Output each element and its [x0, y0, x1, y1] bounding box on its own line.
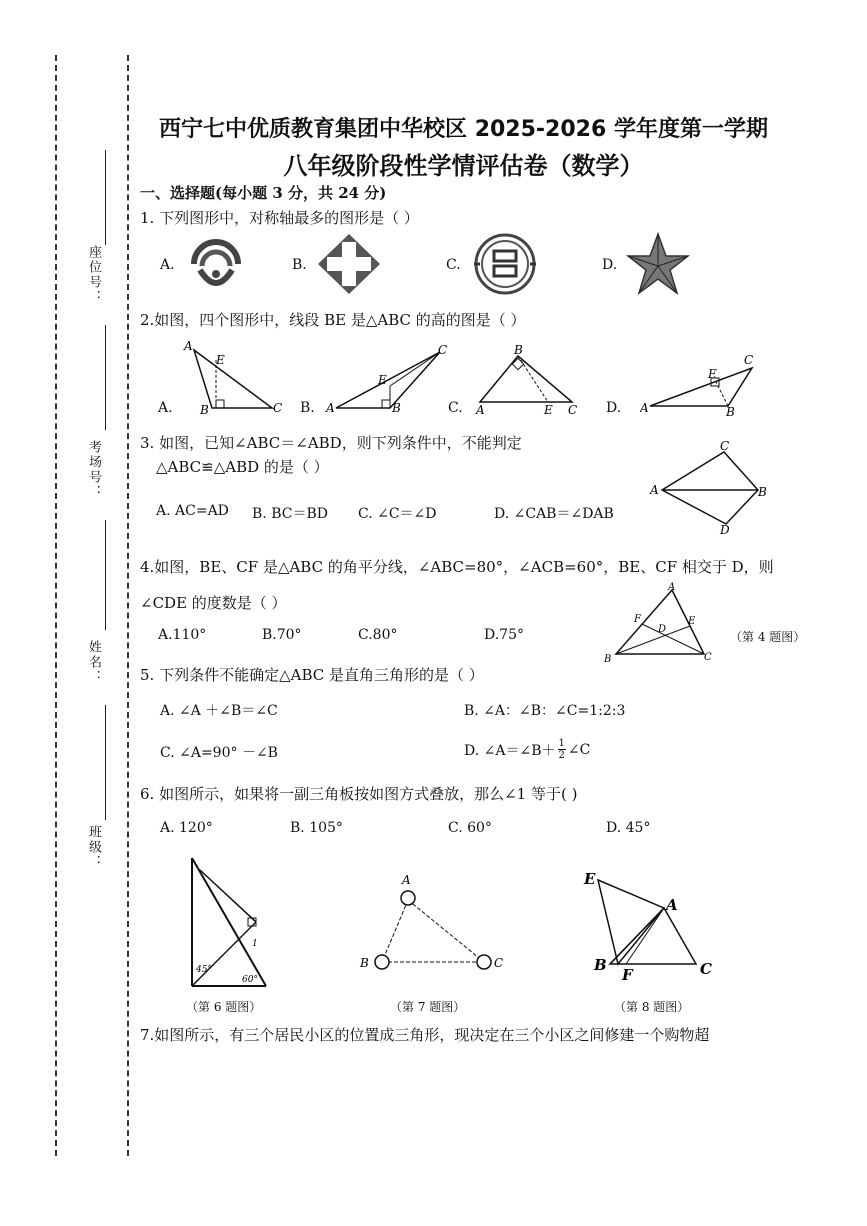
- fig7-caption: （第 7 题图）: [390, 1000, 466, 1014]
- q3-option-b[interactable]: B. BC＝BD: [252, 506, 328, 522]
- q1-figure-b-cross: [316, 232, 382, 296]
- exam-title-line1: 西宁七中优质教育集团中华校区 2025-2026 学年度第一学期: [159, 117, 768, 142]
- fig7-triangle: [356, 872, 512, 976]
- q2b-label-b: B: [392, 401, 401, 415]
- q5-option-d-fraction: [558, 738, 566, 761]
- fig8-label-c: C: [700, 960, 712, 978]
- fig6-caption: （第 6 题图）: [186, 1000, 262, 1014]
- fig8-figure: [580, 868, 720, 982]
- q5-option-a[interactable]: A. ∠A ＋∠B＝∠C: [160, 703, 278, 719]
- q2d-label-c: C: [744, 353, 754, 367]
- q2-figure-c: [472, 344, 588, 418]
- q2d-label-b: B: [726, 405, 735, 418]
- q5-option-b[interactable]: B. ∠A：∠B：∠C=1:2:3: [464, 703, 626, 719]
- q2a-label-e: E: [216, 353, 225, 367]
- q4-label-c: C: [704, 652, 712, 663]
- question-3-line1: 3. 如图，已知∠ABC＝∠ABD，则下列条件中，不能判定: [140, 434, 522, 452]
- q2c-label-c: C: [568, 403, 578, 417]
- fig8-label-f: F: [622, 966, 633, 982]
- q2-option-c[interactable]: C.: [448, 400, 463, 416]
- q4-label-e: E: [688, 616, 696, 627]
- class-blank[interactable]: [105, 705, 106, 820]
- fig8-caption: （第 8 题图）: [614, 1000, 690, 1014]
- q2b-label-c: C: [438, 343, 448, 357]
- q1-option-d[interactable]: D.: [602, 257, 618, 273]
- seat-label: 座位号：: [86, 245, 101, 305]
- question-5: 5. 下列条件不能确定△ABC 是直角三角形的是（ ）: [140, 666, 484, 684]
- q2-option-a[interactable]: A.: [158, 400, 173, 416]
- q5-option-c[interactable]: C. ∠A=90° －∠B: [160, 745, 278, 761]
- question-2: 2.如图，四个图形中，线段 BE 是△ABC 的高的图是（ ）: [140, 311, 526, 329]
- q5-fraction-den: 2: [558, 750, 565, 761]
- q3-label-c: C: [720, 440, 730, 453]
- fig8-label-a: A: [666, 896, 678, 914]
- q2a-label-a: A: [184, 339, 193, 353]
- q4-label-a: A: [668, 582, 676, 593]
- class-label: 班级：: [86, 825, 101, 870]
- q1-option-a[interactable]: A.: [160, 257, 175, 273]
- q1-figure-c-emblem: [472, 232, 538, 296]
- q4-option-d[interactable]: D.75°: [484, 627, 524, 643]
- q2d-label-a: A: [640, 401, 649, 415]
- question-6: 6. 如图所示，如果将一副三角板按如图方式叠放，那么∠1 等于( ): [140, 785, 578, 803]
- q2-figure-a: [176, 338, 286, 418]
- name-label: 姓名：: [86, 640, 101, 685]
- fig7-label-a: A: [402, 873, 411, 887]
- q4-figure: [600, 582, 720, 664]
- room-blank[interactable]: [105, 325, 106, 430]
- q2b-label-a: A: [326, 401, 335, 415]
- q3-option-c[interactable]: C. ∠C＝∠D: [358, 506, 437, 522]
- q6-option-c[interactable]: C. 60°: [448, 820, 492, 836]
- q5-option-d[interactable]: [464, 738, 590, 761]
- q4-label-f: F: [634, 614, 641, 625]
- q6-option-d[interactable]: D. 45°: [606, 820, 651, 836]
- q4-label-d: D: [658, 624, 667, 635]
- q2a-label-c: C: [273, 401, 283, 415]
- q2b-label-e: E: [378, 373, 387, 387]
- q4-option-a[interactable]: A.110°: [158, 627, 207, 643]
- q3-label-d: D: [720, 523, 730, 536]
- q5-option-d-suffix: ∠C: [567, 741, 591, 758]
- fig6-set-squares: [186, 852, 272, 992]
- question-1: 1. 下列图形中，对称轴最多的图形是（ ）: [140, 209, 419, 227]
- q2-figure-d: [640, 350, 764, 418]
- fig8-label-b: B: [594, 956, 607, 974]
- q2-option-b[interactable]: B.: [300, 400, 315, 416]
- q5-fraction-num: 1: [558, 738, 565, 749]
- q6-option-a[interactable]: A. 120°: [160, 820, 213, 836]
- q4-caption: （第 4 题图）: [730, 630, 806, 644]
- fig6-angle-60: 60°: [242, 975, 258, 985]
- room-label: 考场号：: [86, 440, 101, 500]
- q2-option-d[interactable]: D.: [606, 400, 622, 416]
- exam-title-line2: 八年级阶段性学情评估卷（数学）: [283, 152, 644, 180]
- q2c-label-b: B: [514, 344, 523, 357]
- fig6-angle-1: 1: [252, 939, 258, 949]
- q2-figure-b: [322, 340, 452, 418]
- q3-label-a: A: [650, 483, 659, 497]
- q1-figure-d-star: [626, 232, 690, 296]
- q1-option-c[interactable]: C.: [446, 257, 461, 273]
- q2a-label-b: B: [200, 403, 209, 417]
- question-7: 7.如图所示，有三个居民小区的位置成三角形，现决定在三个小区之间修建一个购物超: [140, 1026, 710, 1044]
- q3-label-b: B: [758, 485, 767, 499]
- q5-option-d-prefix: D. ∠A＝∠B＋: [464, 742, 556, 759]
- q2d-label-e: E: [708, 367, 717, 381]
- q4-label-b: B: [604, 654, 612, 664]
- q1-figure-a-logo: [186, 236, 246, 294]
- q1-option-b[interactable]: B.: [292, 257, 307, 273]
- q4-option-b[interactable]: B.70°: [262, 627, 302, 643]
- q6-option-b[interactable]: B. 105°: [290, 820, 343, 836]
- section-heading: 一、选择题(每小题 3 分，共 24 分): [140, 184, 387, 202]
- fig6-angle-45: 45°: [196, 965, 212, 975]
- q2c-label-e: E: [544, 403, 553, 417]
- fig7-label-b: B: [360, 956, 369, 970]
- q4-option-c[interactable]: C.80°: [358, 627, 398, 643]
- question-3-line2: △ABC≌△ABD 的是（ ）: [156, 458, 329, 476]
- q2c-label-a: A: [476, 403, 485, 417]
- q3-option-d[interactable]: D. ∠CAB＝∠DAB: [494, 506, 614, 522]
- fig7-label-c: C: [494, 956, 504, 970]
- q3-option-a[interactable]: A. AC=AD: [156, 503, 229, 519]
- name-blank[interactable]: [105, 520, 106, 630]
- q3-figure: [648, 440, 772, 536]
- question-4-line1: 4.如图，BE、CF 是△ABC 的角平分线，∠ABC=80°，∠ACB=60°，BE、CF 相交于 D，则: [140, 558, 774, 576]
- binding-line-right: [127, 55, 129, 1156]
- binding-line-left: [55, 55, 57, 1156]
- fig8-label-e: E: [584, 870, 596, 888]
- question-4-line2: ∠CDE 的度数是（ ）: [140, 594, 287, 612]
